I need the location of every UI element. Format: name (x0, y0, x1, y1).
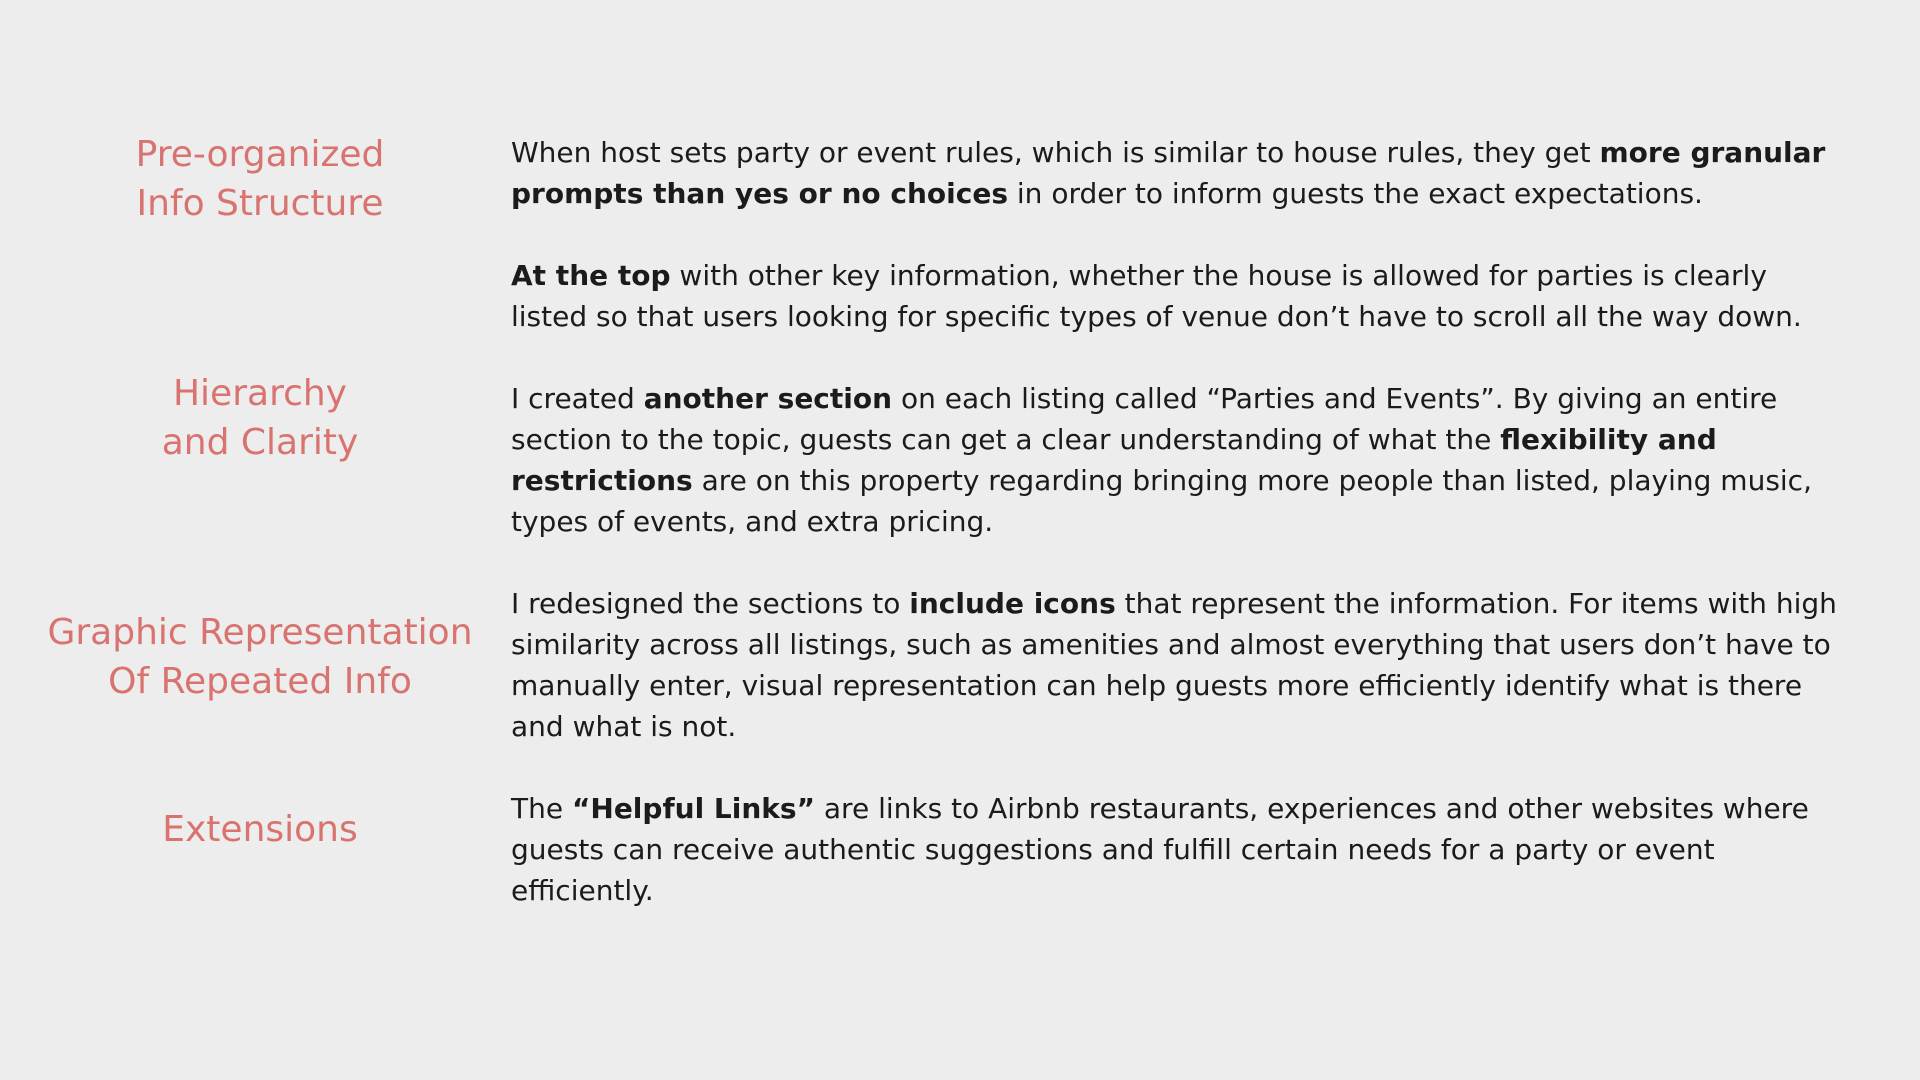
heading-pre-organized-info-structure: Pre-organized Info Structure (135, 134, 385, 224)
bold-phrase: flexibility and restrictions (511, 423, 1717, 497)
text-run: The (511, 792, 572, 825)
text-run: I created (511, 382, 644, 415)
paragraph-at-the-top (511, 255, 1841, 337)
text-run: When host sets party or event rules, which is similar to house rules, they get (511, 136, 1600, 169)
bold-phrase: include icons (909, 587, 1116, 620)
bold-phrase: At the top (511, 259, 671, 292)
paragraph-include-icons (511, 583, 1841, 747)
text-run: are on this property regarding bringing more people than listed, playing music, types of events, and extra pricing. (511, 464, 1812, 538)
paragraph-parties-and-events-section (511, 378, 1841, 542)
paragraph-helpful-links (511, 788, 1841, 911)
paragraph-granular-prompts (511, 132, 1841, 214)
text-run: I redesigned the sections to (511, 587, 910, 620)
heading-graphic-representation: Graphic Representation Of Repeated Info (47, 612, 473, 702)
bold-phrase: more granular prompts than yes or no choices (511, 136, 1826, 210)
heading-extensions: Extensions (162, 809, 358, 850)
text-run: that represent the information. For items with high similarity across all listings, such as amenities and almost everything that users don’t have to manually enter, visual representation can help guests more efficiently identify what is there and what is not. (511, 587, 1837, 743)
text-run: on each listing called “Parties and Events”. By giving an entire section to the topic, guests can get a clear understanding of what the (511, 382, 1778, 456)
text-run: in order to inform guests the exact expectations. (1008, 177, 1703, 210)
text-run: with other key information, whether the house is allowed for parties is clearly listed so that users looking for specific types of venue don’t have to scroll all the way down. (511, 259, 1802, 333)
bold-phrase: another section (643, 382, 893, 415)
heading-hierarchy-and-clarity: Hierarchy and Clarity (161, 373, 359, 463)
bold-phrase: “Helpful Links” (571, 792, 815, 825)
text-run: are links to Airbnb restaurants, experiences and other websites where guests can receive authentic suggestions and fulfill certain needs for a party or event efficiently. (511, 792, 1809, 907)
